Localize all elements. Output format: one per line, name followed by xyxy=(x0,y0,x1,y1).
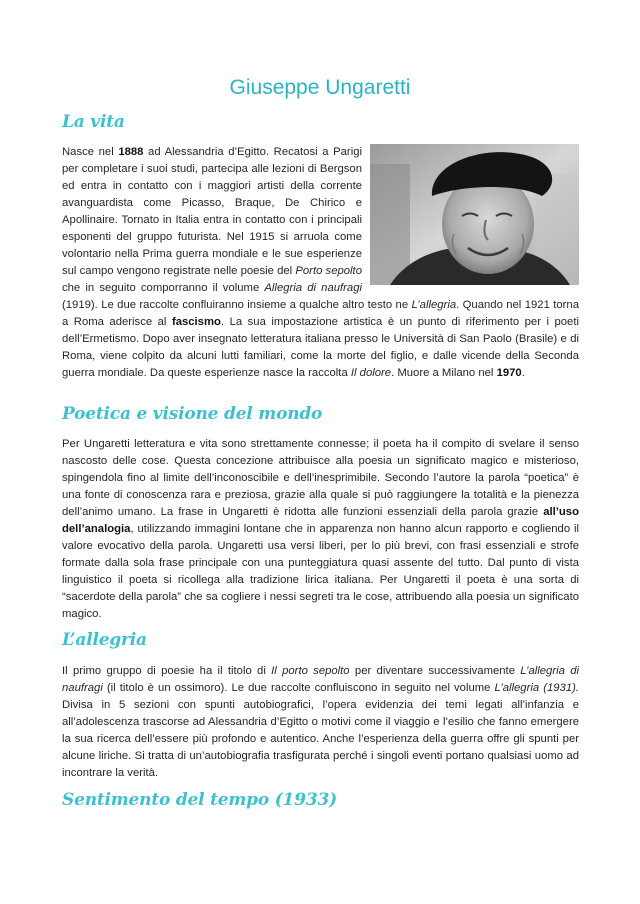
section-heading-allegria: L’allegria xyxy=(62,630,147,650)
section-heading-sentimento: Sentimento del tempo (1933) xyxy=(62,790,337,810)
text-run: ad Alessandria d’Egitto. Recatosi a Parigi per completare i suoi studi, partecipa alle lezioni di Bergson ed entra in contatto con i maggiori artisti della corrente avanguardista come Picasso, Braque, De Chirico e Apollinaire. Tornato in Italia entra in contatto con i principali esponenti del gruppo futurista. Nel 1915 si arruola come volontario nella Prima guerra mondiale e le sue esperienze sul campo vengono registrate nelle poesie del xyxy=(62,146,362,277)
italic-title: L’allegria (1931). xyxy=(494,682,579,694)
text-run: . xyxy=(521,367,525,379)
text-run: . Quando nel 1921 torna a Roma aderisce al xyxy=(62,299,579,328)
bold-year-birth: 1888 xyxy=(118,146,144,158)
text-run: per diventare successivamente xyxy=(349,665,521,677)
paragraph-la-vita xyxy=(62,144,579,382)
bold-term: fascismo xyxy=(171,316,221,328)
italic-title: Il porto sepolto xyxy=(271,665,350,677)
text-run: Nasce nel xyxy=(62,146,119,158)
paragraph-allegria xyxy=(62,663,579,782)
text-run: , utilizzando immagini lontane che in apparenza non hanno alcun rapporto e cogliendo il valore evocativo della parola. Ungaretti usa versi liberi, per lo più brevi, con frasi essenziali e strofe formate dalla sola frase principale con una punteggiatura quasi assente del tutto. Dal punto di vista linguistico il poeta si ricollega alla tradizione lirica italiana. Per Ungaretti il poeta è una sorta di “sacerdote della parola” che sa cogliere i nessi segreti tra le cose, attribuendo alla poesia un significato magico. xyxy=(62,523,579,620)
italic-title: Il dolore xyxy=(350,367,392,379)
italic-title: Porto sepolto xyxy=(295,265,362,277)
document-title: Giuseppe Ungaretti xyxy=(229,76,411,99)
text-run: Il primo gruppo di poesie ha il titolo di xyxy=(62,665,272,677)
text-run: (1919). Le due raccolte confluiranno insieme a qualche altro testo ne xyxy=(62,299,412,311)
text-run: Per Ungaretti letteratura e vita sono strettamente connesse; il poeta ha il compito di svelare il senso nascosto delle cose. Questa concezione attribuisce alla poesia un significato magico e misterioso, spingendola fino al limite dell’inconoscibile e dell’inesprimibile. Secondo l’autore la parola “poetica” è una fonte di conoscenza rara e preziosa, grazie alla quale si può raggiungere la totalità e la pienezza dell’animo umano. La frase in Ungaretti è ridotta alle funzioni essenziali della parola grazie xyxy=(62,438,579,518)
text-run: . Muore a Milano nel xyxy=(391,367,497,379)
text-run: che in seguito comporranno il volume xyxy=(62,282,265,294)
bold-term: all’uso dell’analogia xyxy=(62,506,579,535)
section-heading-la-vita: La vita xyxy=(62,112,125,132)
text-run: Divisa in 5 sezioni con spunti autobiografici, l’opera evidenzia dei temi legati all’infanzia e all’adolescenza trascorse ad Alessandria d’Egitto o motivi come il viaggio e l’esilio che fanno emergere la sua ricerca dell’essere più profondo e autentico. Anche l’esperienza della guerra offre gli spunti per alcune liriche. Si tratta di un’autobiografia trasfigurata perché i singoli eventi portano qualsiasi uomo ad incontrare la verità. xyxy=(62,699,579,779)
text-run: (il titolo è un ossimoro). Le due raccolte confluiscono in seguito nel volume xyxy=(102,682,495,694)
paragraph-poetica xyxy=(62,436,579,623)
italic-title: Allegria di naufragi xyxy=(264,282,362,294)
italic-title: L’allegria xyxy=(411,299,457,311)
text-run: . La sua impostazione artistica è un punto di riferimento per i poeti dell’Ermetismo. Dopo aver insegnato letteratura italiana presso le Università di San Paolo (Brasile) e di Roma, viene colpito da alcuni lutti familiari, come la morte del figlio, e dalle vicende della Seconda guerra mondiale. Da queste esperienze nasce la raccolta xyxy=(62,316,579,379)
photo-spacer xyxy=(362,144,579,282)
section-heading-poetica: Poetica e visione del mondo xyxy=(62,404,323,424)
italic-title: L’allegria di naufragi xyxy=(62,665,579,694)
bold-year-death: 1970 xyxy=(496,367,522,379)
